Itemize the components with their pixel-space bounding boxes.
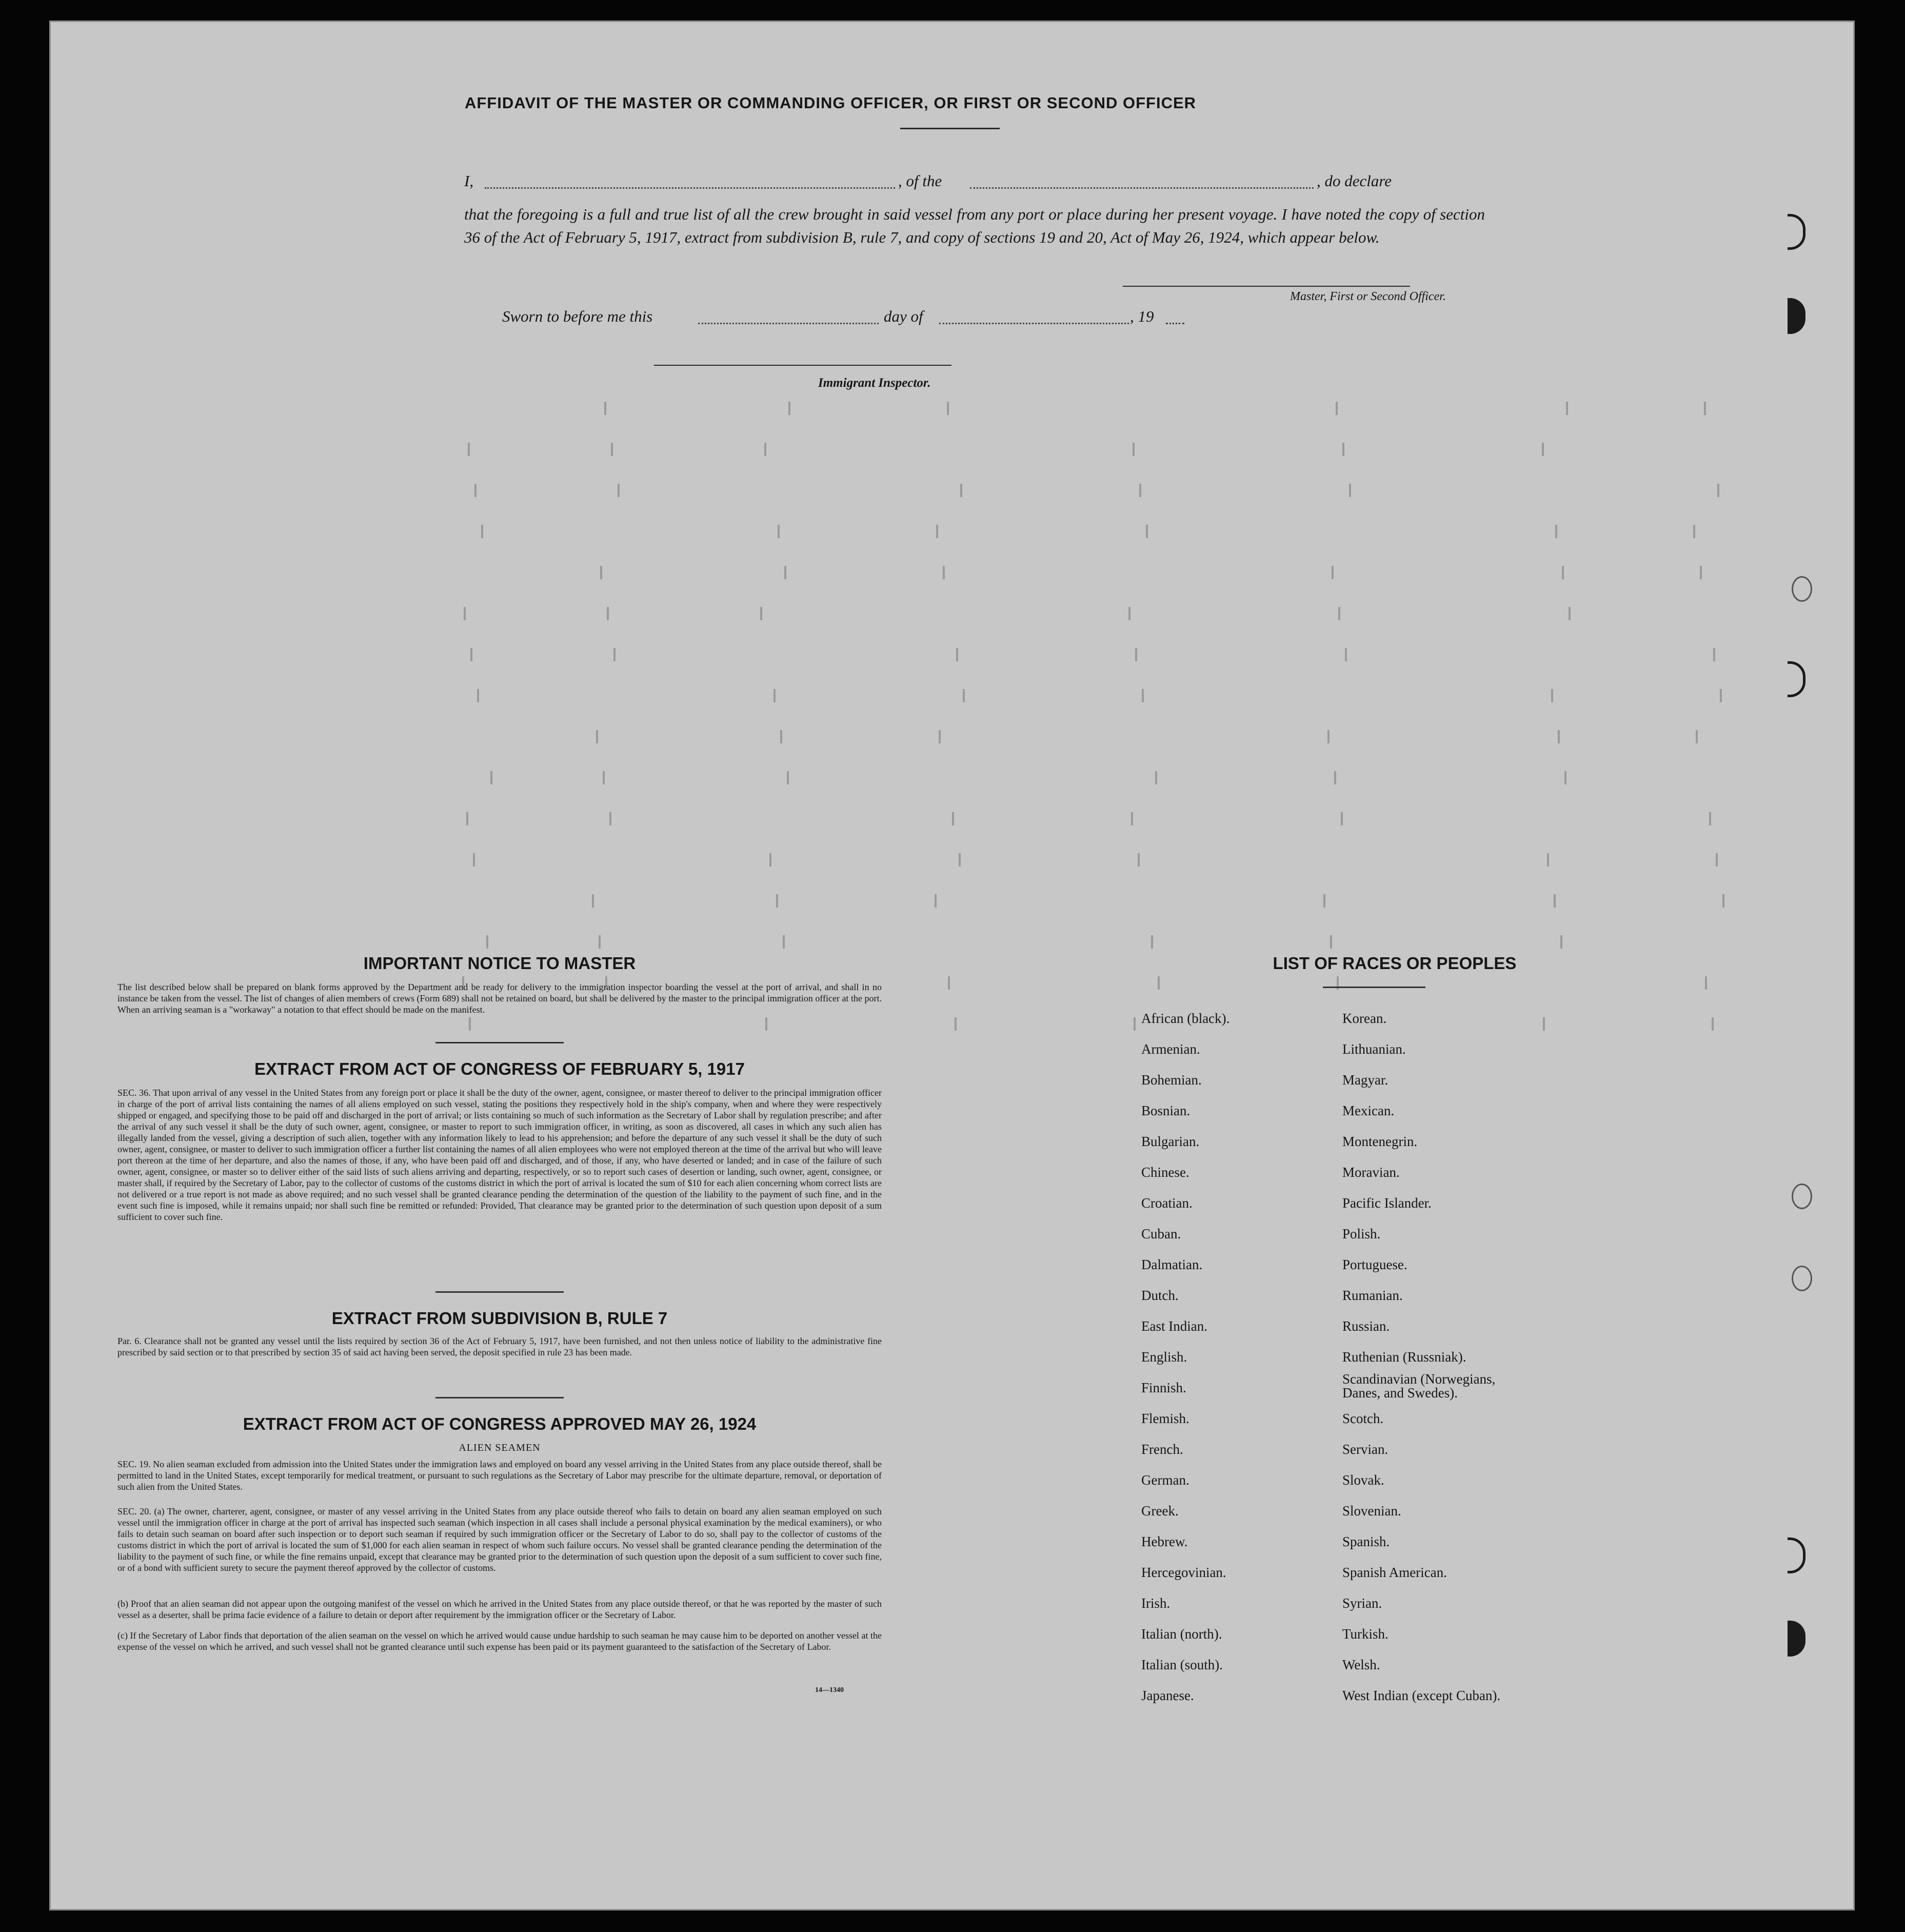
sworn-day-field[interactable]: [698, 323, 879, 324]
bleed-through-mark: [1555, 525, 1557, 538]
bleed-through-mark: [1713, 648, 1715, 661]
bleed-through-mark: [783, 935, 785, 949]
section-divider: [435, 1397, 564, 1398]
bleed-through-mark: [1139, 484, 1141, 497]
bleed-through-mark: [784, 566, 786, 579]
race-item: Rumanian.: [1342, 1288, 1403, 1303]
bleed-through-mark: [1566, 402, 1568, 415]
bleed-through-mark: [765, 1017, 767, 1031]
race-item: Moravian.: [1342, 1165, 1400, 1180]
form-number: 14—1340: [815, 1686, 844, 1694]
race-item: Dalmatian.: [1141, 1257, 1203, 1272]
bleed-through-mark: [1720, 689, 1722, 702]
race-item: Korean.: [1342, 1011, 1387, 1026]
race-item: African (black).: [1141, 1011, 1230, 1026]
bleed-through-mark: [1709, 812, 1711, 825]
bleed-through-mark: [1558, 730, 1560, 743]
race-item: Bulgarian.: [1141, 1134, 1200, 1149]
bleed-through-mark: [481, 525, 483, 538]
race-item: Pacific Islander.: [1342, 1195, 1432, 1211]
race-item: Scotch.: [1342, 1411, 1384, 1426]
race-item: Italian (north).: [1141, 1626, 1222, 1642]
race-item: Hebrew.: [1141, 1534, 1188, 1549]
race-item: Polish.: [1342, 1226, 1381, 1241]
binder-hole: [1788, 1537, 1805, 1573]
bleed-through-mark: [486, 935, 488, 949]
bleed-through-mark: [1142, 689, 1144, 702]
bleed-through-mark: [1716, 853, 1718, 866]
bleed-through-mark: [955, 1017, 957, 1031]
bleed-through-mark: [473, 853, 475, 866]
bleed-through-mark: [599, 935, 601, 949]
bleed-through-mark: [592, 894, 594, 908]
bleed-through-mark: [1547, 853, 1549, 866]
bleed-through-mark: [607, 607, 609, 620]
race-item: Mexican.: [1342, 1103, 1395, 1118]
binder-hole: [1788, 214, 1805, 250]
bleed-through-mark: [952, 812, 954, 825]
races-left-column: [1141, 1003, 1229, 1711]
bleed-through-mark: [1327, 730, 1329, 743]
bleed-through-mark: [1155, 771, 1157, 784]
master-signature-line[interactable]: [1123, 286, 1410, 287]
bleed-through-mark: [600, 566, 602, 579]
race-item: English.: [1141, 1349, 1187, 1365]
race-item: Greek.: [1141, 1503, 1179, 1519]
bleed-through-mark: [1554, 894, 1556, 908]
bleed-through-mark: [466, 812, 468, 825]
race-item: Russian.: [1342, 1318, 1390, 1334]
bleed-through-mark: [956, 648, 958, 661]
race-item: Servian.: [1342, 1442, 1388, 1457]
bleed-through-mark: [1151, 935, 1153, 949]
act-1917-title: EXTRACT FROM ACT OF CONGRESS OF FEBRUARY 5, 1917: [254, 1059, 745, 1078]
race-item: Spanish.: [1342, 1534, 1390, 1549]
alien-seamen-subtitle: ALIEN SEAMEN: [459, 1442, 541, 1453]
bleed-through-mark: [490, 771, 492, 784]
bleed-through-mark: [764, 443, 766, 456]
bleed-through-mark: [1712, 1017, 1714, 1031]
bleed-through-mark: [1551, 689, 1553, 702]
bleed-through-mark: [596, 730, 598, 743]
bleed-through-mark: [1332, 566, 1334, 579]
year-label: , 19: [1130, 307, 1154, 325]
bleed-through-mark: [1560, 935, 1562, 949]
bleed-through-mark: [787, 771, 789, 784]
day-of-label: day of: [884, 307, 923, 325]
declarant-prefix: I,: [464, 172, 474, 190]
race-item: French.: [1141, 1442, 1183, 1457]
binder-hole: [1788, 1621, 1805, 1657]
sworn-year-field[interactable]: [1166, 323, 1184, 324]
bleed-through-mark: [935, 894, 937, 908]
races-title-underline: [1323, 987, 1425, 988]
bleed-through-mark: [1717, 484, 1719, 497]
race-item: Italian (south).: [1141, 1657, 1223, 1672]
bleed-through-mark: [468, 443, 470, 456]
sworn-label: Sworn to before me this: [502, 307, 653, 325]
binder-hole: [1788, 298, 1805, 334]
race-item: Welsh.: [1342, 1657, 1380, 1672]
race-item: Finnish.: [1141, 1380, 1186, 1395]
bleed-through-mark: [1569, 607, 1571, 620]
race-item: East Indian.: [1141, 1318, 1207, 1334]
bleed-through-mark: [959, 853, 961, 866]
race-item: Turkish.: [1342, 1626, 1388, 1642]
bleed-through-mark: [477, 689, 479, 702]
race-item: Lithuanian.: [1342, 1041, 1406, 1057]
act-1917-text: SEC. 36. That upon arrival of any vessel in the United States from any foreign port or place it shall be the duty of the owner, agent, consignee, or master thereof to deliver to the principal immigration officer in charge of the port of arrival lists containing the names of all aliens employed on such vessel, stating the positions they respectively hold in the ship's company, when and where they were respectively shipped or engaged, and specifying those to be paid off and discharged in the port of arrival; or lists containing so much of such information as the Secretary of Labor shall by regulation prescribe; and after the arrival of any such vessel it shall be the duty of such owner, agent, consignee, or master to report to such immigration officer, in writing, as soon as discovered, all cases in which any such alien has illegally landed from the vessel, giving a description of such alien, together with any information likely to lead to his apprehension; and before the departure of any such vessel it shall be the duty of such owner, agent, consignee, or master to deliver to such immigration officer a further list containing the names of all alien employees who were not employed thereon at the time of the arrival but who will leave port thereon at the time of her departure, and also the names of those, if any, who have been paid off and discharged, and of those, if any, who have deserted or landed; and in case of the failure of such owner, agent, consignee, or master so to deliver either of the said lists of such aliens arriving and departing, respectively, or so to report such cases of desertion or landing, such owner, agent, consignee, or master shall, if required by the Secretary of Labor, pay to the collector of customs of the customs district in which the port of arrival is located the sum of $10 for each alien concerning whom correct lists are not delivered or a true report is not made as above required; and no such vessel shall be granted clearance pending the determination of the question of the liability to the payment of such fine, and in the event such fine is imposed, while it remains unpaid; nor shall such fine be remitted or refunded: Provided, That clearance may be granted prior to the determination of such question upon deposit of a sum sufficient to cover such fine.: [117, 1088, 882, 1222]
bleed-through-mark: [1722, 894, 1724, 908]
race-item: Ruthenian (Russniak).: [1342, 1349, 1466, 1365]
bleed-through-mark: [1330, 935, 1332, 949]
declare-label: , do declare: [1317, 172, 1392, 190]
rule-7-title: EXTRACT FROM SUBDIVISION B, RULE 7: [331, 1309, 668, 1328]
bleed-through-mark: [1564, 771, 1566, 784]
bleed-through-mark: [1128, 607, 1130, 620]
affidavit-declaration-line: [464, 172, 1487, 194]
races-right-column: [1342, 1003, 1527, 1711]
race-item: Bosnian.: [1141, 1103, 1190, 1118]
bleed-through-mark: [773, 689, 776, 702]
bleed-through-mark: [474, 484, 477, 497]
bleed-through-mark: [603, 771, 605, 784]
race-item: Magyar.: [1342, 1072, 1388, 1088]
race-item: Flemish.: [1141, 1411, 1189, 1426]
affidavit-title: AFFIDAVIT OF THE MASTER OR COMMANDING OFFICER, OR FIRST OR SECOND OFFICER: [464, 94, 1197, 112]
bleed-through-mark: [948, 976, 950, 990]
bleed-through-mark: [1334, 771, 1336, 784]
race-item: German.: [1141, 1472, 1189, 1488]
bleed-through-mark: [1146, 525, 1148, 538]
act-1924-sec20c: (c) If the Secretary of Labor finds that deportation of the alien seaman on the vessel on which he arrived would cause undue hardship to such seaman he may cause him to be deported on another vessel at the expense of the vessel on which he arrived, and such vessel shall not be granted clearance until such expense has been paid or its payment guaranteed to the satisfaction of the Secretary of Labor.: [117, 1630, 882, 1652]
bleed-through-mark: [1345, 648, 1347, 661]
race-item: Chinese.: [1141, 1165, 1189, 1180]
bleed-through-mark: [1336, 402, 1338, 415]
race-item: Armenian.: [1141, 1041, 1200, 1057]
bleed-through-mark: [609, 812, 611, 825]
affidavit-body: that the foregoing is a full and true list of all the crew brought in said vessel from any port or place during her present voyage. I have noted the copy of section 36 of the Act of February 5, 1917, extract from subdivision B, rule 7, and copy of sections 19 and 20, Act of May 26, 1924, which appear below.: [464, 205, 1485, 246]
bleed-through-mark: [1543, 1017, 1545, 1031]
bleed-through-mark: [469, 1017, 471, 1031]
act-1924-sec20a: SEC. 20. (a) The owner, charterer, agent, consignee, or master of any vessel arriving in the United States from any place outside thereof who fails to detain on board any alien seaman employed on such vessel until the immigration officer in charge at the port of arrival has inspected such seaman (which inspection in all cases shall include a personal physical examination by the medical examiners), or who fails to detain such seaman on board after such inspection or to deport such seaman if required by such immigration officer or the Secretary of Labor to do so, shall pay to the collector of customs of the customs district in which the port of arrival is located the sum of $1,000 for each alien seaman in respect of whom such failure occurs. No vessel shall be granted clearance pending the determination of the liability to the payment of such fine, or while the fine remains unpaid, except that clearance may be granted prior to the determination of such question upon the deposit of a sum sufficient to cover such fine, or of a bond with sufficient surety to secure the payment thereof approved by the collector of customs.: [117, 1506, 882, 1573]
bleed-through-mark: [1349, 484, 1351, 497]
race-item: Spanish American.: [1342, 1565, 1447, 1580]
act-1924-title: EXTRACT FROM ACT OF CONGRESS APPROVED MAY 26, 1924: [243, 1414, 757, 1433]
bleed-through-mark: [1341, 812, 1343, 825]
inspector-signature-line[interactable]: [654, 365, 951, 366]
bleed-through-mark: [963, 689, 965, 702]
vessel-name-field[interactable]: [970, 187, 1314, 189]
race-item: Cuban.: [1141, 1226, 1181, 1241]
bleed-through-mark: [1542, 443, 1544, 456]
master-signature-label: Master, First or Second Officer.: [1290, 290, 1446, 303]
race-item: West Indian (except Cuban).: [1342, 1688, 1501, 1703]
bleed-through-mark: [788, 402, 790, 415]
declarant-name-field[interactable]: [485, 187, 895, 189]
bleed-through-mark: [464, 607, 466, 620]
race-item: Hercegovinian.: [1141, 1565, 1226, 1580]
bleed-through-mark: [618, 484, 620, 497]
race-item: Irish.: [1141, 1595, 1170, 1611]
bleed-through-mark: [939, 730, 941, 743]
bleed-through-mark: [1562, 566, 1564, 579]
officer-of-label: , of the: [898, 172, 942, 190]
bleed-through-mark: [1158, 976, 1160, 990]
section-divider: [435, 1291, 564, 1293]
sworn-month-field[interactable]: [939, 323, 1129, 324]
bleed-through-mark: [611, 443, 613, 456]
bleed-through-mark: [1705, 976, 1707, 990]
bleed-through-mark: [936, 525, 938, 538]
bleed-through-mark: [604, 402, 606, 415]
act-1924-sec20b: (b) Proof that an alien seaman did not appear upon the outgoing manifest of the vessel on which he arrived in the United States from any place outside thereof, or that he was reported by the master of such vessel as a deserter, shall be prima facie evidence of a failure to detain or deport after requirement by the immigration officer or the Secretary of Labor.: [117, 1599, 882, 1620]
race-item: Japanese.: [1141, 1688, 1194, 1703]
bleed-through-mark: [1338, 607, 1340, 620]
bleed-through-mark: [780, 730, 782, 743]
bleed-through-mark: [960, 484, 962, 497]
race-item: Slovak.: [1342, 1472, 1384, 1488]
binder-ring-mark: [1792, 1184, 1812, 1209]
bleed-through-mark: [760, 607, 762, 620]
race-item: Croatian.: [1141, 1195, 1193, 1211]
bleed-through-mark: [1696, 730, 1698, 743]
bleed-through-mark: [1693, 525, 1695, 538]
rule-7-text: Par. 6. Clearance shall not be granted any vessel until the lists required by section 36 of the Act of February 5, 1917, have been furnished, and not then unless notice of liability to the administrative fine prescribed by said section or to that prescribed by section 35 of said act having been served, the deposit specified in rule 23 has been made.: [117, 1336, 882, 1357]
sworn-line: [502, 307, 1272, 330]
binder-ring-mark: [1792, 1266, 1812, 1291]
notice-text: The list described below shall be prepared on blank forms approved by the Department and be ready for delivery to the immigration inspector boarding the vessel at the port of arrival, and shall in no instance be taken from the vessel. The list of changes of alien members of crews (Form 689) shall not be retained on board, but shall be delivered by the master to the principal immigration officer at the port. When an arriving seaman is a "workaway" a notation to that effect should be made on the manifest.: [117, 982, 882, 1015]
race-item: Slovenian.: [1342, 1503, 1401, 1519]
race-item: Portuguese.: [1342, 1257, 1407, 1272]
notice-title: IMPORTANT NOTICE TO MASTER: [363, 954, 636, 973]
bleed-through-mark: [778, 525, 780, 538]
bleed-through-mark: [470, 648, 472, 661]
document-page: [49, 21, 1855, 1910]
bleed-through-mark: [1133, 443, 1135, 456]
race-item: Dutch.: [1141, 1288, 1179, 1303]
bleed-through-mark: [1342, 443, 1344, 456]
bleed-through-mark: [1135, 648, 1137, 661]
bleed-through-mark: [1704, 402, 1706, 415]
races-title: LIST OF RACES OR PEOPLES: [1273, 954, 1517, 973]
act-1924-sec19: SEC. 19. No alien seaman excluded from admission into the United States under the immigration laws and employed on board any vessel arriving in the United States from any place outside thereof, shall be permitted to land in the United States, except temporarily for medical treatment, or pursuant to such regulations as the Secretary of Labor may prescribe for the ultimate departure, removal, or deportation of such alien from the United States.: [117, 1459, 882, 1492]
bleed-through-mark: [1134, 1017, 1136, 1031]
bleed-through-mark: [1323, 894, 1325, 908]
binder-ring-mark: [1792, 576, 1812, 602]
bleed-through-mark: [947, 402, 949, 415]
bleed-through-mark: [613, 648, 616, 661]
bleed-through-mark: [943, 566, 945, 579]
race-item: Montenegrin.: [1342, 1134, 1418, 1149]
race-item: Syrian.: [1342, 1595, 1382, 1611]
bleed-through-mark: [1131, 812, 1133, 825]
binder-hole: [1788, 661, 1805, 697]
bleed-through-mark: [1700, 566, 1702, 579]
inspector-label: Immigrant Inspector.: [818, 376, 931, 390]
race-item: Scandinavian (Norwegians, Danes, and Swedes).: [1342, 1371, 1496, 1401]
section-divider: [435, 1042, 564, 1043]
bleed-through-mark: [776, 894, 778, 908]
title-underline: [900, 128, 1000, 129]
bleed-through-mark: [1138, 853, 1140, 866]
bleed-through-mark: [769, 853, 771, 866]
race-item: Bohemian.: [1141, 1072, 1202, 1088]
